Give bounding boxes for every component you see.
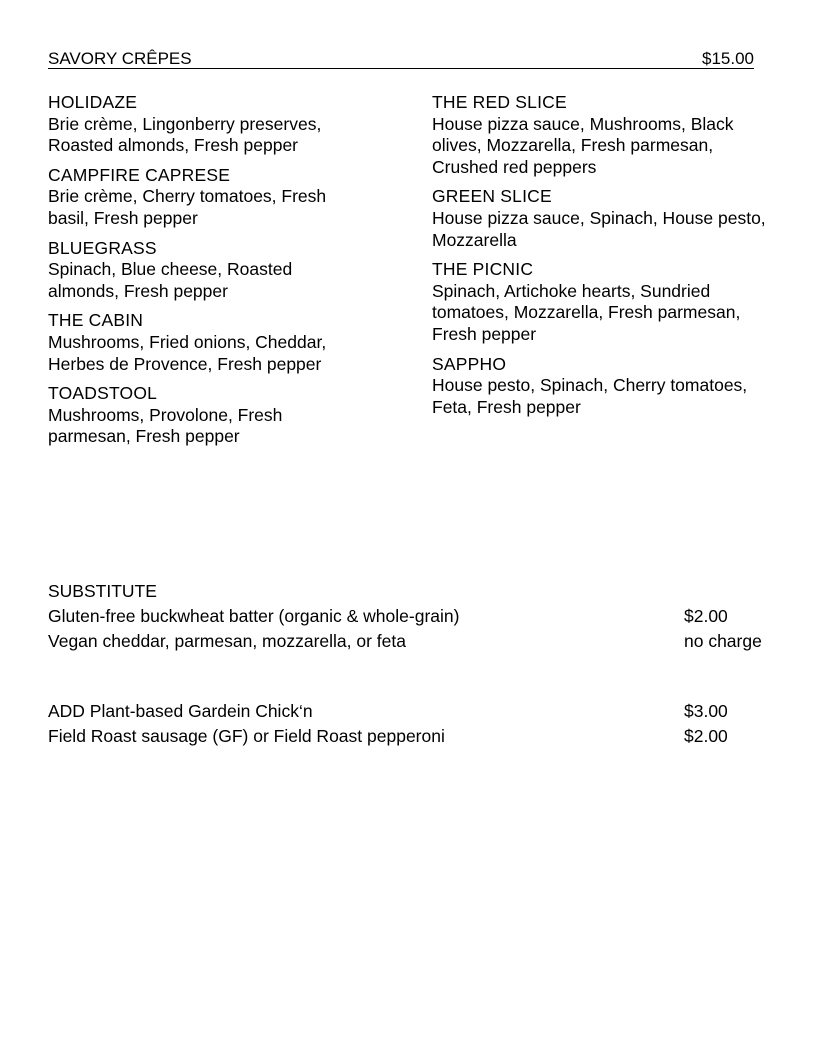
item-description: House pesto, Spinach, Cherry tomatoes, Feta, Fresh pepper — [432, 375, 748, 417]
item-name: THE RED SLICE — [432, 92, 567, 112]
item-description: Spinach, Artichoke hearts, Sundried tomatoes, Mozzarella, Fresh parmesan, Fresh pepper — [432, 280, 741, 344]
item-description: Brie crème, Lingonberry preserves, Roasted almonds, Fresh pepper — [48, 113, 322, 156]
substitute-label: Gluten-free buckwheat batter (organic & whole-grain) — [48, 606, 460, 626]
menu-item — [432, 259, 777, 345]
item-name: SAPPHO — [432, 353, 507, 374]
item-name: BLUEGRASS — [48, 237, 157, 258]
menu-item — [48, 310, 368, 375]
add-on-row — [48, 724, 788, 749]
menu-item — [432, 354, 777, 419]
right-menu-column — [432, 92, 777, 426]
menu-item — [48, 92, 368, 157]
item-name: GREEN SLICE — [432, 186, 552, 207]
item-description: Spinach, Blue cheese, Roasted almonds, Fresh pepper — [48, 259, 293, 301]
add-on-amount: $2.00 — [684, 726, 728, 746]
item-description: Brie crème, Cherry tomatoes, Fresh basil, Fresh pepper — [48, 186, 327, 228]
item-name: TOADSTOOL — [48, 383, 158, 404]
substitute-row — [48, 604, 788, 629]
add-on-label: ADD Plant-based Gardein Chick‘n — [48, 701, 313, 721]
menu-item — [48, 238, 368, 303]
menu-item — [432, 186, 777, 251]
item-name: CAMPFIRE CAPRESE — [48, 164, 231, 185]
add-on-section — [48, 699, 788, 749]
substitute-amount: $2.00 — [684, 606, 728, 626]
item-description: House pizza sauce, Spinach, House pesto, Mozzarella — [432, 207, 766, 250]
substitute-heading: SUBSTITUTE — [48, 581, 157, 601]
menu-header — [48, 49, 754, 69]
section-title: SAVORY CRÊPES — [48, 49, 192, 68]
substitute-section — [48, 579, 788, 654]
add-on-row — [48, 699, 788, 724]
substitute-heading-row — [48, 579, 788, 604]
item-description: Mushrooms, Fried onions, Cheddar, Herbes de Provence, Fresh pepper — [48, 331, 327, 374]
left-menu-column — [48, 92, 368, 456]
substitute-row — [48, 629, 788, 654]
menu-item — [48, 165, 368, 230]
add-on-amount: $3.00 — [684, 701, 728, 721]
item-name: THE CABIN — [48, 310, 144, 331]
item-name: THE PICNIC — [432, 259, 534, 280]
substitute-amount: no charge — [684, 631, 762, 651]
substitute-label: Vegan cheddar, parmesan, mozzarella, or feta — [48, 631, 406, 651]
item-name: HOLIDAZE — [48, 92, 138, 112]
menu-item — [432, 92, 777, 178]
item-description: Mushrooms, Provolone, Fresh parmesan, Fresh pepper — [48, 404, 283, 447]
add-on-label: Field Roast sausage (GF) or Field Roast pepperoni — [48, 726, 445, 746]
section-price: $15.00 — [702, 49, 754, 68]
menu-item — [48, 383, 368, 448]
item-description: House pizza sauce, Mushrooms, Black olives, Mozzarella, Fresh parmesan, Crushed red peppers — [432, 113, 734, 177]
